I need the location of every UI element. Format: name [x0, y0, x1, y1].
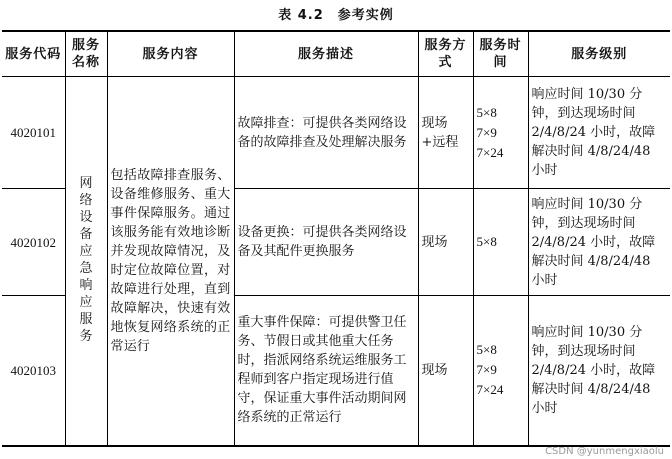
service-time-value: 7×24 — [476, 144, 504, 160]
service-time-cell — [473, 189, 528, 296]
service-code-cell: 4020101 — [2, 77, 65, 189]
service-reference-table — [2, 30, 670, 447]
service-description-cell: 重大事件保障：可提供警卫任务、节假日或其他重大任务时，指派网络系统运维服务工程师到客户指定现场进行值守，保证重大事件活动期间网络系统的正常运行 — [234, 296, 418, 446]
service-time-value: 7×24 — [476, 382, 504, 398]
header-row — [2, 31, 670, 77]
service-time-value: 5×8 — [476, 342, 497, 358]
service-method-cell: 现场+远程 — [418, 77, 473, 189]
header-service-method: 服务方式 — [418, 31, 473, 77]
service-time-value: 7×9 — [476, 124, 497, 140]
table-number: 表 4.2 — [278, 8, 324, 23]
header-service-level: 服务级别 — [528, 31, 670, 77]
header-service-content: 服务内容 — [107, 31, 234, 77]
header-service-time: 服务时间 — [473, 31, 528, 77]
service-name-cell — [65, 77, 107, 446]
service-time-cell — [473, 296, 528, 446]
service-name-text: 网络设备应急响应服务 — [79, 176, 93, 345]
service-time-value: 7×9 — [476, 362, 497, 378]
table-caption — [0, 4, 672, 23]
watermark: CSDN @yunmengxiaolu — [545, 446, 664, 457]
service-content-cell: 包括故障排查服务、设备维修服务、重大事件保障服务。通过该服务能有效地诊断并发现故障情况，及时定位故障位置，对故障进行处理，直到故障解决，快速有效地恢复网络系统的正常运行 — [107, 77, 234, 446]
service-time-value: 5×8 — [476, 234, 497, 249]
service-level-cell: 响应时间 10/30 分钟，到达现场时间 2/4/8/24 小时，故障解决时间 4/8/24/48 小时 — [528, 77, 670, 189]
header-service-description: 服务描述 — [234, 31, 418, 77]
header-service-code: 服务代码 — [2, 31, 65, 77]
service-level-cell: 响应时间 10/30 分钟，到达现场时间 2/4/8/24 小时，故障解决时间 4/8/24/48 小时 — [528, 296, 670, 446]
service-method-cell: 现场 — [418, 189, 473, 296]
service-time-value: 5×8 — [476, 104, 497, 120]
header-service-name: 服务名称 — [65, 31, 107, 77]
service-description-cell: 故障排查：可提供各类网络设备的故障排查及处理解决服务 — [234, 77, 418, 189]
service-method-cell: 现场 — [418, 296, 473, 446]
table-row — [2, 77, 670, 189]
service-level-cell: 响应时间 10/30 分钟，到达现场时间 2/4/8/24 小时，故障解决时间 4/8/24/48 小时 — [528, 189, 670, 296]
service-description-cell: 设备更换：可提供各类网络设备及其配件更换服务 — [234, 189, 418, 296]
table-title: 参考实例 — [337, 8, 394, 23]
service-code-cell: 4020103 — [2, 296, 65, 446]
service-code-cell: 4020102 — [2, 189, 65, 296]
service-time-cell — [473, 77, 528, 189]
